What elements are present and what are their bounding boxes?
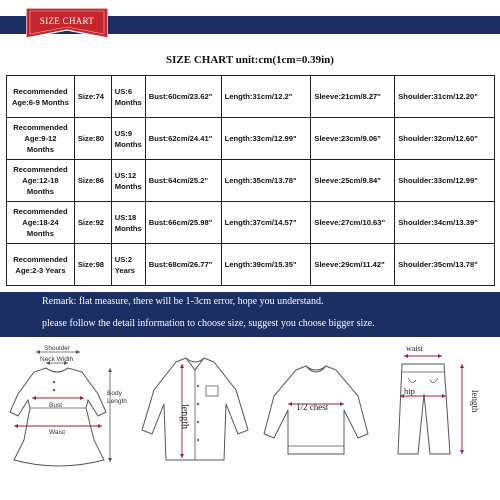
- table-cell-sleeve: Sleeve:29cm/11.42": [311, 244, 395, 286]
- table-cell-length: Length:39cm/15.35": [221, 244, 311, 286]
- dress-measurement-diagram: [2, 342, 134, 492]
- shirt-length-label: length: [179, 404, 190, 429]
- table-cell-shoulder: Shoulder:35cm/13.78": [395, 244, 495, 286]
- size-chart-ribbon: [26, 4, 108, 38]
- table-cell-size: Size:92: [74, 202, 111, 244]
- table-cell-shoulder: Shoulder:31cm/12.20": [395, 76, 495, 118]
- table-cell-size: Size:80: [74, 118, 111, 160]
- shirt-illustration: [136, 342, 254, 492]
- table-cell-age: Recommended Age:9-12 Months: [7, 118, 75, 160]
- pants-hip-label: hip: [404, 386, 415, 396]
- table-cell-shoulder: Shoulder:32cm/12.60": [395, 118, 495, 160]
- table-cell-us: US:9 Months: [111, 118, 145, 160]
- dress-bust-label: Bust: [49, 402, 63, 409]
- table-cell-bust: Bust:62cm/24.41": [145, 118, 221, 160]
- remark-text: Remark: flat measure, there will be 1-3cm error, hope you understand.: [42, 296, 324, 307]
- dress-neck-width-label: Neck Width: [40, 356, 74, 363]
- table-cell-sleeve: Sleeve:21cm/8.27": [311, 76, 395, 118]
- table-cell-length: Length:35cm/13.78": [221, 160, 311, 202]
- table-cell-age: Recommended Age:18-24 Months: [7, 202, 75, 244]
- table-cell-length: Length:37cm/14.57": [221, 202, 311, 244]
- table-cell-size: Size:98: [74, 244, 111, 286]
- table-cell-bust: Bust:64cm/25.2": [145, 160, 221, 202]
- table-cell-age: Recommended Age:2-3 Years: [7, 244, 75, 286]
- table-cell-size: Size:74: [74, 76, 111, 118]
- table-cell-us: US:6 Months: [111, 76, 145, 118]
- sweater-measurement-diagram: [256, 342, 376, 492]
- table-row: [7, 118, 495, 160]
- table-cell-size: Size:86: [74, 160, 111, 202]
- sweater-chest-label: 1/2 chest: [296, 402, 329, 412]
- table-cell-us: US:18 Months: [111, 202, 145, 244]
- pants-length-label: length: [470, 390, 480, 413]
- remark-advice-text: please follow the detail information to choose size, suggest you choose bigger size.: [42, 318, 375, 329]
- dress-body-length-label: Body Length: [107, 390, 127, 405]
- table-cell-length: Length:33cm/12.99": [221, 118, 311, 160]
- table-cell-us: US:12 Months: [111, 160, 145, 202]
- table-cell-age: Recommended Age:12-18 Months: [7, 160, 75, 202]
- dress-waist-label: Waist: [49, 429, 66, 436]
- ribbon-label: SIZE CHART: [39, 16, 95, 26]
- table-row: [7, 160, 495, 202]
- table-cell-us: US:2 Years: [111, 244, 145, 286]
- table-cell-age: Recommended Age:6-9 Months: [7, 76, 75, 118]
- dress-shoulder-label: Shoulder: [44, 345, 71, 352]
- size-table: [6, 75, 495, 286]
- pants-illustration: [378, 342, 498, 492]
- table-row: [7, 202, 495, 244]
- size-chart-title: SIZE CHART unit:cm(1cm=0.39in): [166, 54, 334, 66]
- table-row: [7, 244, 495, 286]
- sweater-illustration: [256, 342, 376, 492]
- table-cell-shoulder: Shoulder:34cm/13.39": [395, 202, 495, 244]
- table-cell-sleeve: Sleeve:23cm/9.06": [311, 118, 395, 160]
- table-row: [7, 76, 495, 118]
- table-cell-bust: Bust:60cm/23.62": [145, 76, 221, 118]
- table-cell-sleeve: Sleeve:27cm/10.63": [311, 202, 395, 244]
- table-cell-shoulder: Shoulder:33cm/12.99": [395, 160, 495, 202]
- shirt-measurement-diagram: [136, 342, 254, 492]
- pants-waist-label: waist: [406, 344, 423, 353]
- dress-illustration: [2, 342, 134, 492]
- pants-measurement-diagram: [378, 342, 498, 492]
- table-cell-sleeve: Sleeve:25cm/9.84": [311, 160, 395, 202]
- table-cell-bust: Bust:66cm/25.98": [145, 202, 221, 244]
- table-cell-bust: Bust:68cm/26.77": [145, 244, 221, 286]
- table-cell-length: Length:31cm/12.2": [221, 76, 311, 118]
